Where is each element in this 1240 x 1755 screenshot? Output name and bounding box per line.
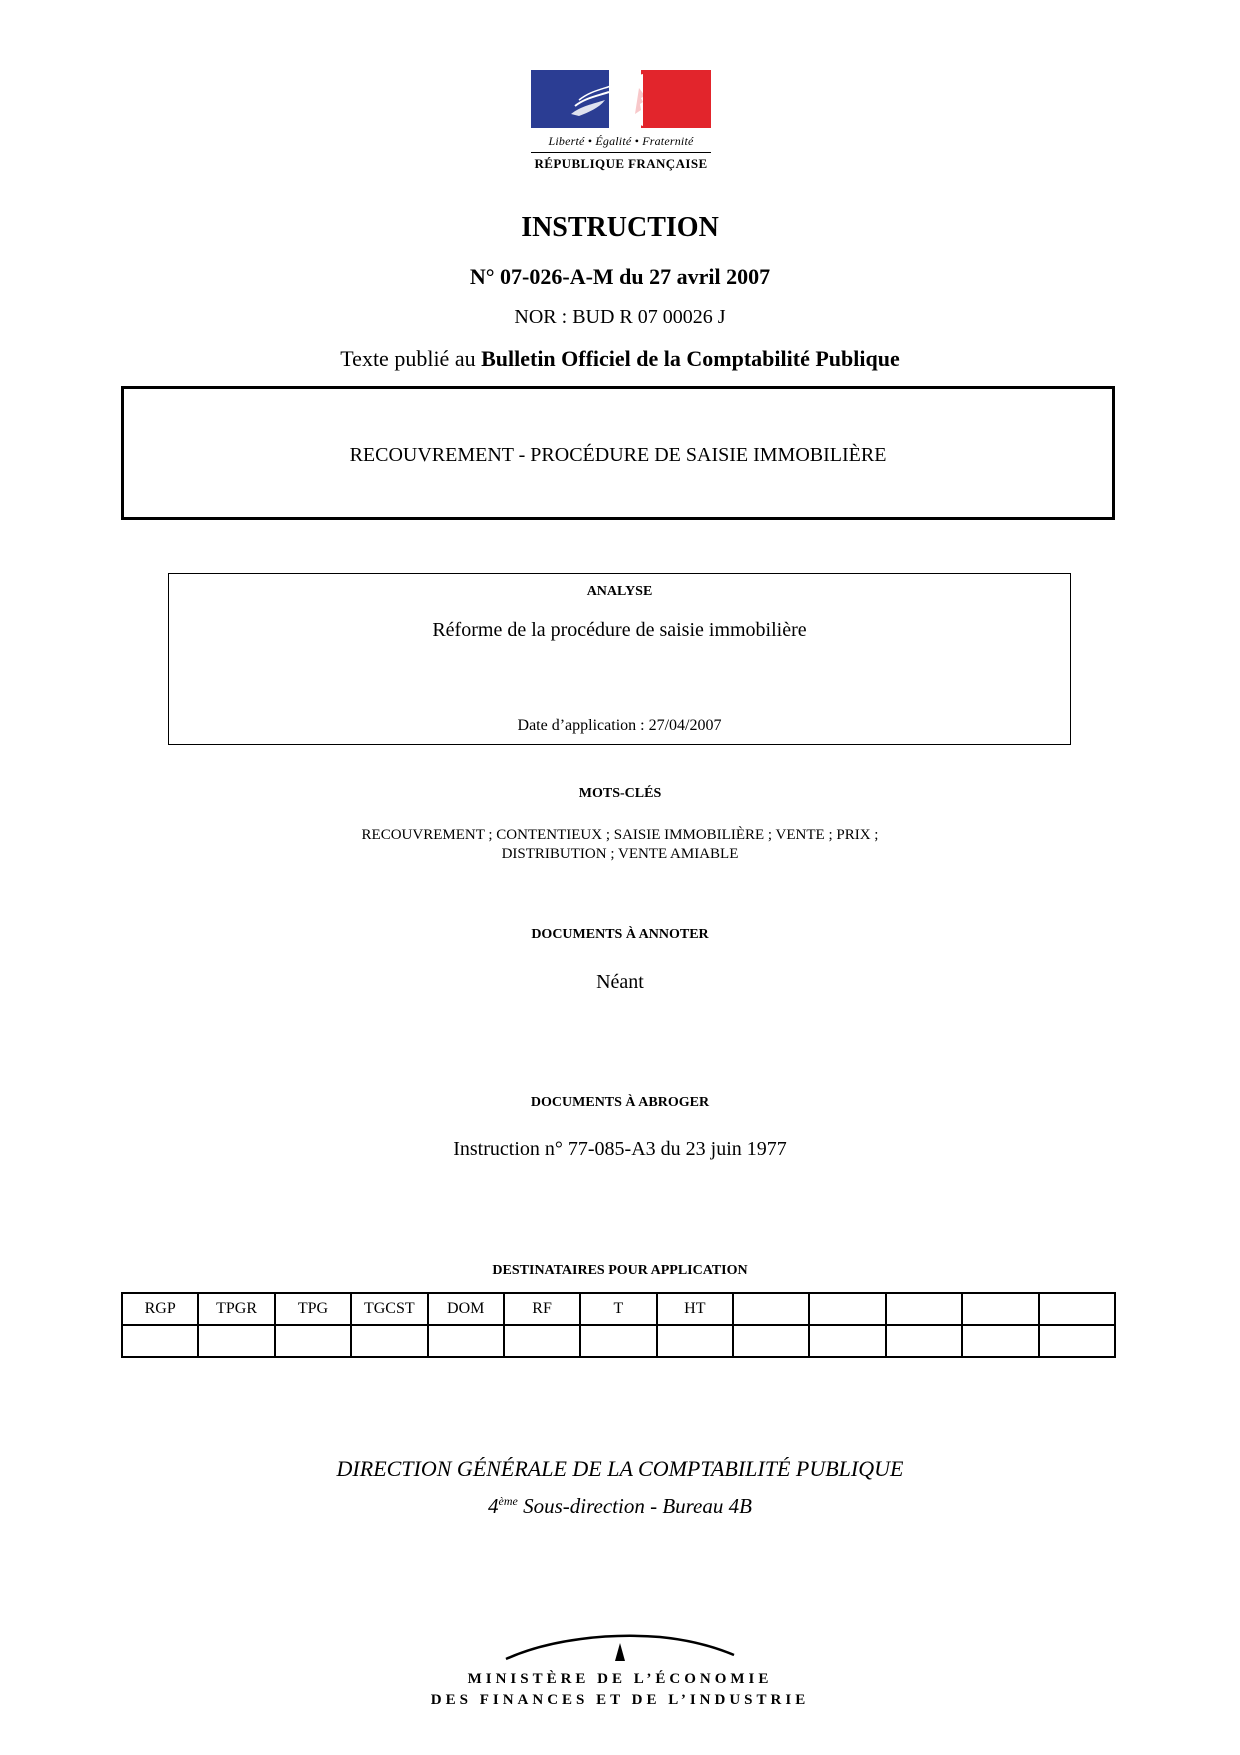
keywords-heading: MOTS-CLÉS <box>578 786 662 801</box>
direction-name: DIRECTION GÉNÉRALE DE LA COMPTABILITÉ PUBLIQUE <box>336 1456 904 1481</box>
table-cell <box>351 1325 427 1357</box>
recipients-heading: DESTINATAIRES POUR APPLICATION <box>492 1263 748 1278</box>
keywords-line-2: DISTRIBUTION ; VENTE AMIABLE <box>501 846 739 862</box>
table-cell <box>886 1325 962 1357</box>
republic-name: RÉPUBLIQUE FRANÇAISE <box>534 156 708 171</box>
table-cell <box>733 1293 809 1325</box>
nor-reference: NOR : BUD R 07 00026 J <box>514 306 726 328</box>
table-cell: TPGR <box>198 1293 274 1325</box>
table-cell: RGP <box>122 1293 198 1325</box>
bulletin-name: Bulletin Officiel de la Comptabilité Publique <box>481 346 900 371</box>
table-row <box>122 1325 1115 1357</box>
table-cell <box>580 1325 656 1357</box>
document-type: INSTRUCTION <box>521 212 719 243</box>
sub-direction-superscript: ème <box>498 1494 518 1508</box>
annotate-value: Néant <box>596 971 644 993</box>
table-cell: TGCST <box>351 1293 427 1325</box>
keywords-line-1: RECOUVREMENT ; CONTENTIEUX ; SAISIE IMMOBILIÈRE ; VENTE ; PRIX ; <box>361 827 879 843</box>
table-cell <box>122 1325 198 1357</box>
table-cell: HT <box>657 1293 733 1325</box>
ministry-name-line-2: DES FINANCES ET DE L’INDUSTRIE <box>430 1692 810 1708</box>
table-cell: RF <box>504 1293 580 1325</box>
sub-direction <box>0 1494 1240 1519</box>
sub-direction-ordinal: 4 <box>488 1494 499 1518</box>
divider <box>531 152 711 153</box>
subject-title: RECOUVREMENT - PROCÉDURE DE SAISIE IMMOBILIÈRE <box>349 444 887 466</box>
abrogate-value: Instruction n° 77-085-A3 du 23 juin 1977 <box>453 1138 787 1160</box>
publication-note <box>0 346 1240 372</box>
republic-motto: Liberté • Égalité • Fraternité <box>548 134 694 148</box>
ministry-logo <box>0 1625 1240 1711</box>
sub-direction-text: Sous-direction - Bureau 4B <box>517 1494 752 1518</box>
ministry-name-line-1: MINISTÈRE DE L’ÉCONOMIE <box>467 1671 773 1687</box>
table-cell <box>962 1325 1038 1357</box>
table-cell <box>428 1325 504 1357</box>
recipients-table <box>121 1292 1116 1358</box>
table-cell: TPG <box>275 1293 351 1325</box>
table-cell <box>657 1325 733 1357</box>
marianne-logo <box>531 70 711 172</box>
table-cell <box>962 1293 1038 1325</box>
instruction-number: N° 07-026-A-M du 27 avril 2007 <box>469 264 771 289</box>
application-date: Date d’application : 27/04/2007 <box>517 717 722 734</box>
table-cell: T <box>580 1293 656 1325</box>
publication-prefix: Texte publié au <box>340 346 482 371</box>
table-cell <box>733 1325 809 1357</box>
analysis-box <box>168 573 1071 745</box>
marianne-profile-icon <box>531 70 711 128</box>
subject-box <box>121 386 1115 520</box>
annotate-heading: DOCUMENTS À ANNOTER <box>531 927 709 942</box>
table-cell <box>1039 1293 1116 1325</box>
ministry-arc-icon <box>500 1625 740 1663</box>
table-cell <box>809 1293 885 1325</box>
table-cell <box>275 1325 351 1357</box>
table-cell <box>809 1325 885 1357</box>
table-cell <box>198 1325 274 1357</box>
table-cell <box>504 1325 580 1357</box>
table-cell <box>1039 1325 1116 1357</box>
analysis-text: Réforme de la procédure de saisie immobilière <box>432 619 807 641</box>
analysis-heading: ANALYSE <box>586 584 653 599</box>
tricolor-flag <box>531 70 711 128</box>
table-cell <box>886 1293 962 1325</box>
table-cell: DOM <box>428 1293 504 1325</box>
table-row <box>122 1293 1115 1325</box>
abrogate-heading: DOCUMENTS À ABROGER <box>530 1095 710 1110</box>
